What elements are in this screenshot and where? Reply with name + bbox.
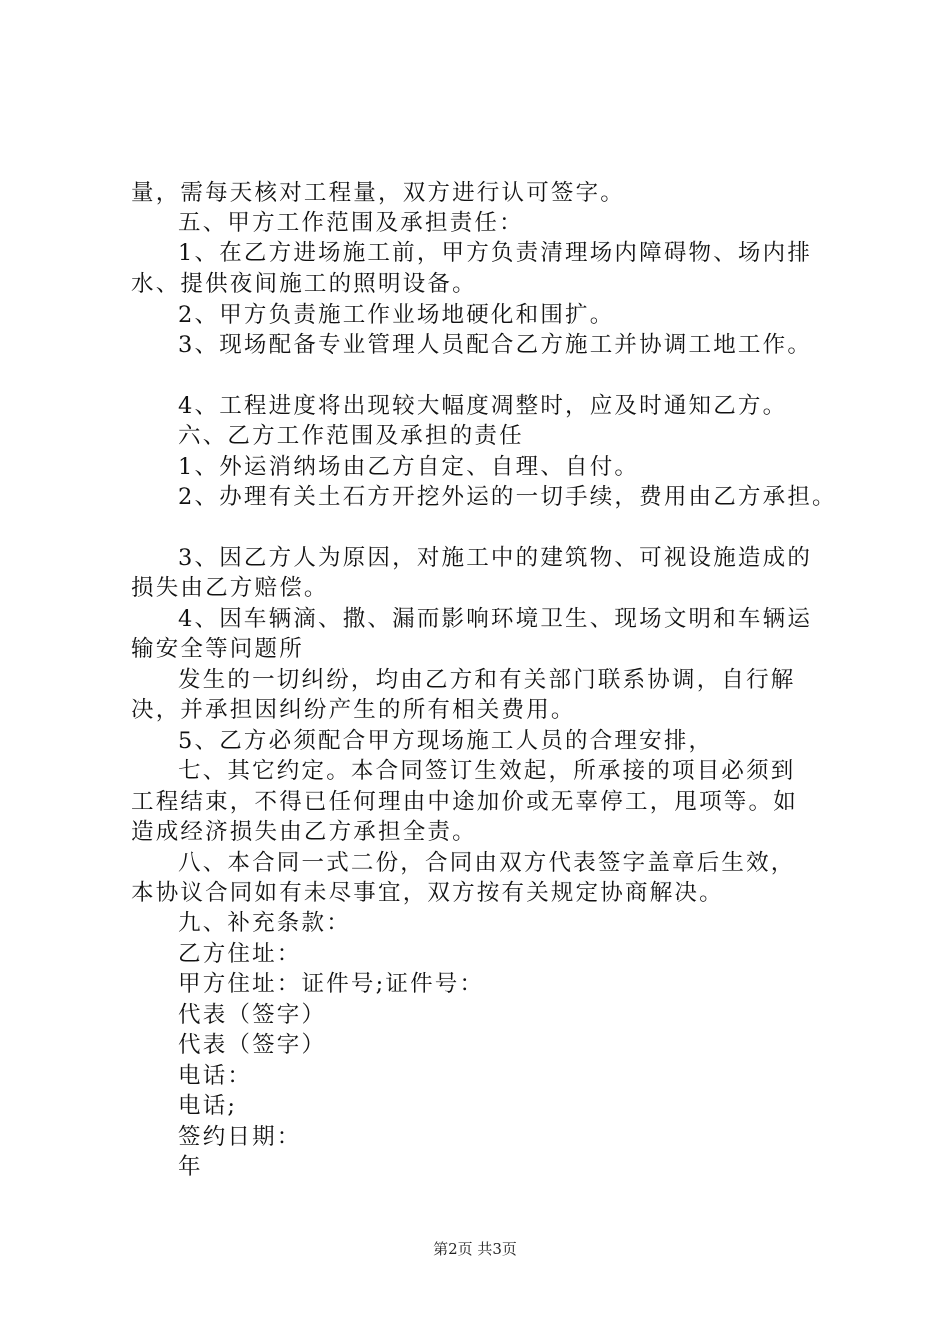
phone-label: 电话;	[178, 1093, 238, 1119]
text-line: 本协议合同如有未尽事宜，双方按有关规定协商解决。	[131, 880, 724, 906]
page-footer: 第2页 共3页	[433, 1240, 517, 1258]
party-b-address: 乙方住址：	[178, 941, 302, 967]
text-line: 输安全等问题所	[131, 636, 304, 662]
section-heading-5: 五、甲方工作范围及承担责任：	[178, 210, 524, 236]
text-line: 2、办理有关土石方开挖外运的一切手续，费用由乙方承担。	[178, 484, 837, 510]
text-line: 1、外运消纳场由乙方自定、自理、自付。	[178, 454, 640, 480]
year-label: 年	[178, 1154, 203, 1180]
text-line: 3、因乙方人为原因，对施工中的建筑物、可视设施造成的	[178, 545, 813, 571]
text-line: 1、在乙方进场施工前，甲方负责清理场内障碍物、场内排	[178, 240, 813, 266]
text-line: 量，需每天核对工程量，双方进行认可签字。	[131, 180, 626, 206]
section-heading-8: 八、本合同一式二份，合同由双方代表签字盖章后生效，	[178, 850, 796, 876]
text-line: 造成经济损失由乙方承担全责。	[131, 819, 477, 845]
text-line: 2、甲方负责施工作业场地硬化和围扩。	[178, 302, 615, 328]
text-line: 发生的一切纠纷，均由乙方和有关部门联系协调，自行解	[178, 667, 796, 693]
text-line: 4、因车辆滴、撒、漏而影响环境卫生、现场文明和车辆运	[178, 606, 813, 632]
signature-label: 代表（签字）	[178, 1032, 327, 1058]
section-heading-9: 九、补充条款：	[178, 910, 351, 936]
section-heading-7: 七、其它约定。本合同签订生效起，所承接的项目必须到	[178, 758, 796, 784]
section-heading-6: 六、乙方工作范围及承担的责任	[178, 423, 524, 449]
party-a-address: 甲方住址：证件号;证件号：	[178, 971, 485, 997]
text-line: 5、乙方必须配合甲方现场施工人员的合理安排，	[178, 728, 714, 754]
text-line: 决，并承担因纠纷产生的所有相关费用。	[131, 697, 576, 723]
text-line: 4、工程进度将出现较大幅度凋整时，应及时通知乙方。	[178, 393, 788, 419]
text-line: 水、提供夜间施工的照明设备。	[131, 271, 477, 297]
sign-date-label: 签约日期：	[178, 1124, 302, 1150]
text-line: 3、现场配备专业管理人员配合乙方施工并协调工地工作。	[178, 332, 813, 358]
text-line: 工程结束，不得已任何理由中途加价或无辜停工，甩项等。如	[131, 789, 798, 815]
phone-label: 电话：	[178, 1063, 253, 1089]
text-line: 损失由乙方赔偿。	[131, 575, 329, 601]
signature-label: 代表（签字）	[178, 1002, 327, 1028]
